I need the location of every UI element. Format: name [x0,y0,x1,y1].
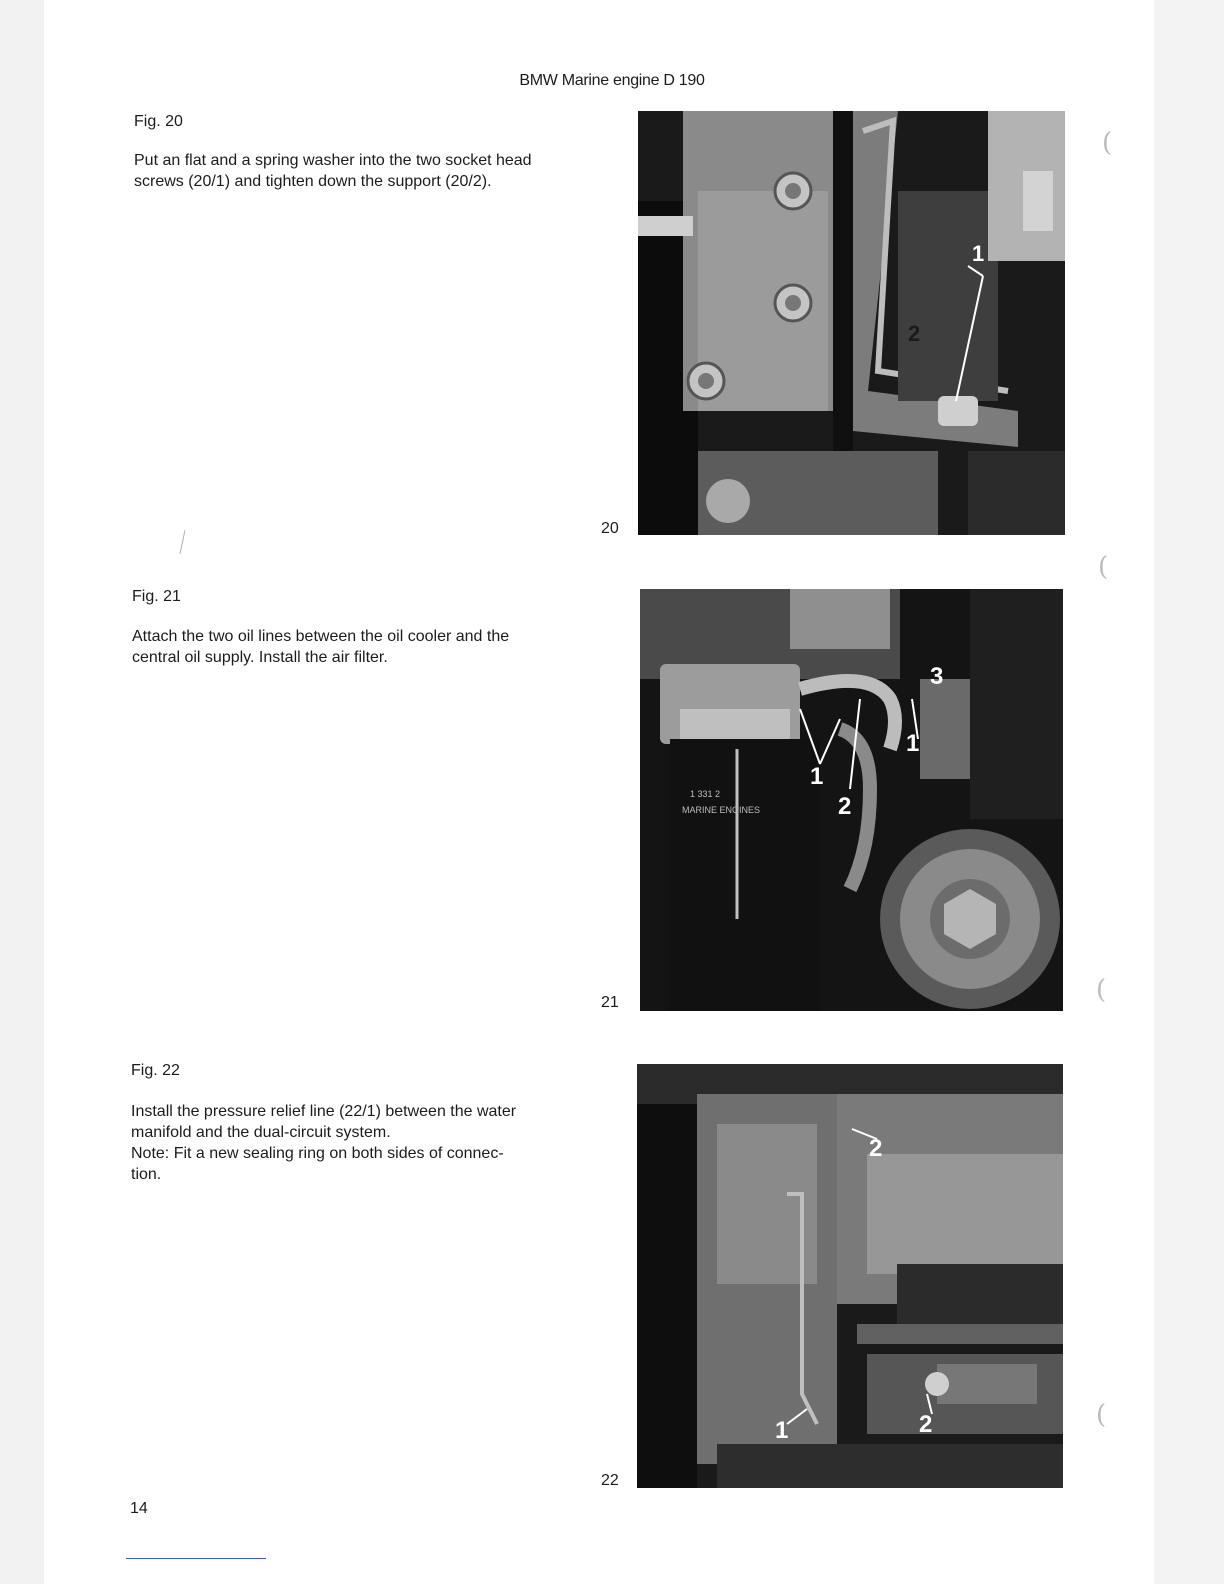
filter-print: MARINE ENGINES [682,805,761,815]
binding-mark: ( [1096,1400,1107,1430]
page-margin-right [1154,0,1224,1584]
page-margin-left [0,0,44,1584]
caption-line: central oil supply. Install the air filter. [132,649,388,666]
callout-label: 1 [906,730,920,757]
engine-photo-21 [640,589,1063,1011]
caption-line: Note: Fit a new sealing ring on both sides of connec- [131,1145,504,1162]
engine-photo-20 [638,111,1065,535]
scan-artifact [180,530,186,554]
figure-caption-22 [131,1101,571,1185]
callout-label: 3 [930,663,944,690]
binding-mark: ( [1098,552,1109,582]
figure-caption-21 [132,626,572,668]
figure-caption-20 [134,150,574,192]
page-number: 14 [130,1500,148,1517]
page-header: BMW Marine engine D 190 [519,72,705,89]
callout-label: 2 [908,321,921,346]
callout-label: 1 [810,763,824,790]
caption-line: Attach the two oil lines between the oil cooler and the [132,628,510,645]
callout-label: 2 [869,1135,883,1162]
footnote-rule [126,1558,266,1559]
figure-number-22: 22 [601,1472,619,1489]
figure-label-22: Fig. 22 [131,1062,180,1079]
caption-line: manifold and the dual-circuit system. [131,1124,391,1141]
filter-print: 1 331 2 [690,789,721,799]
callout-label: 1 [775,1417,789,1444]
figure-number-20: 20 [601,520,619,537]
callout-label: 2 [838,793,852,820]
binding-mark: ( [1102,128,1113,158]
caption-line: screws (20/1) and tighten down the support (20/2). [134,173,492,190]
caption-line: Put an flat and a spring washer into the two socket head [134,152,532,169]
binding-mark: ( [1096,975,1107,1005]
figure-label-21: Fig. 21 [132,588,181,605]
caption-line: tion. [131,1166,162,1183]
engine-photo-22 [637,1064,1063,1488]
figure-number-21: 21 [601,994,619,1011]
callout-label: 2 [919,1411,933,1438]
figure-label-20: Fig. 20 [134,113,183,130]
caption-line: Install the pressure relief line (22/1) between the water [131,1103,517,1120]
callout-label: 1 [972,241,985,266]
